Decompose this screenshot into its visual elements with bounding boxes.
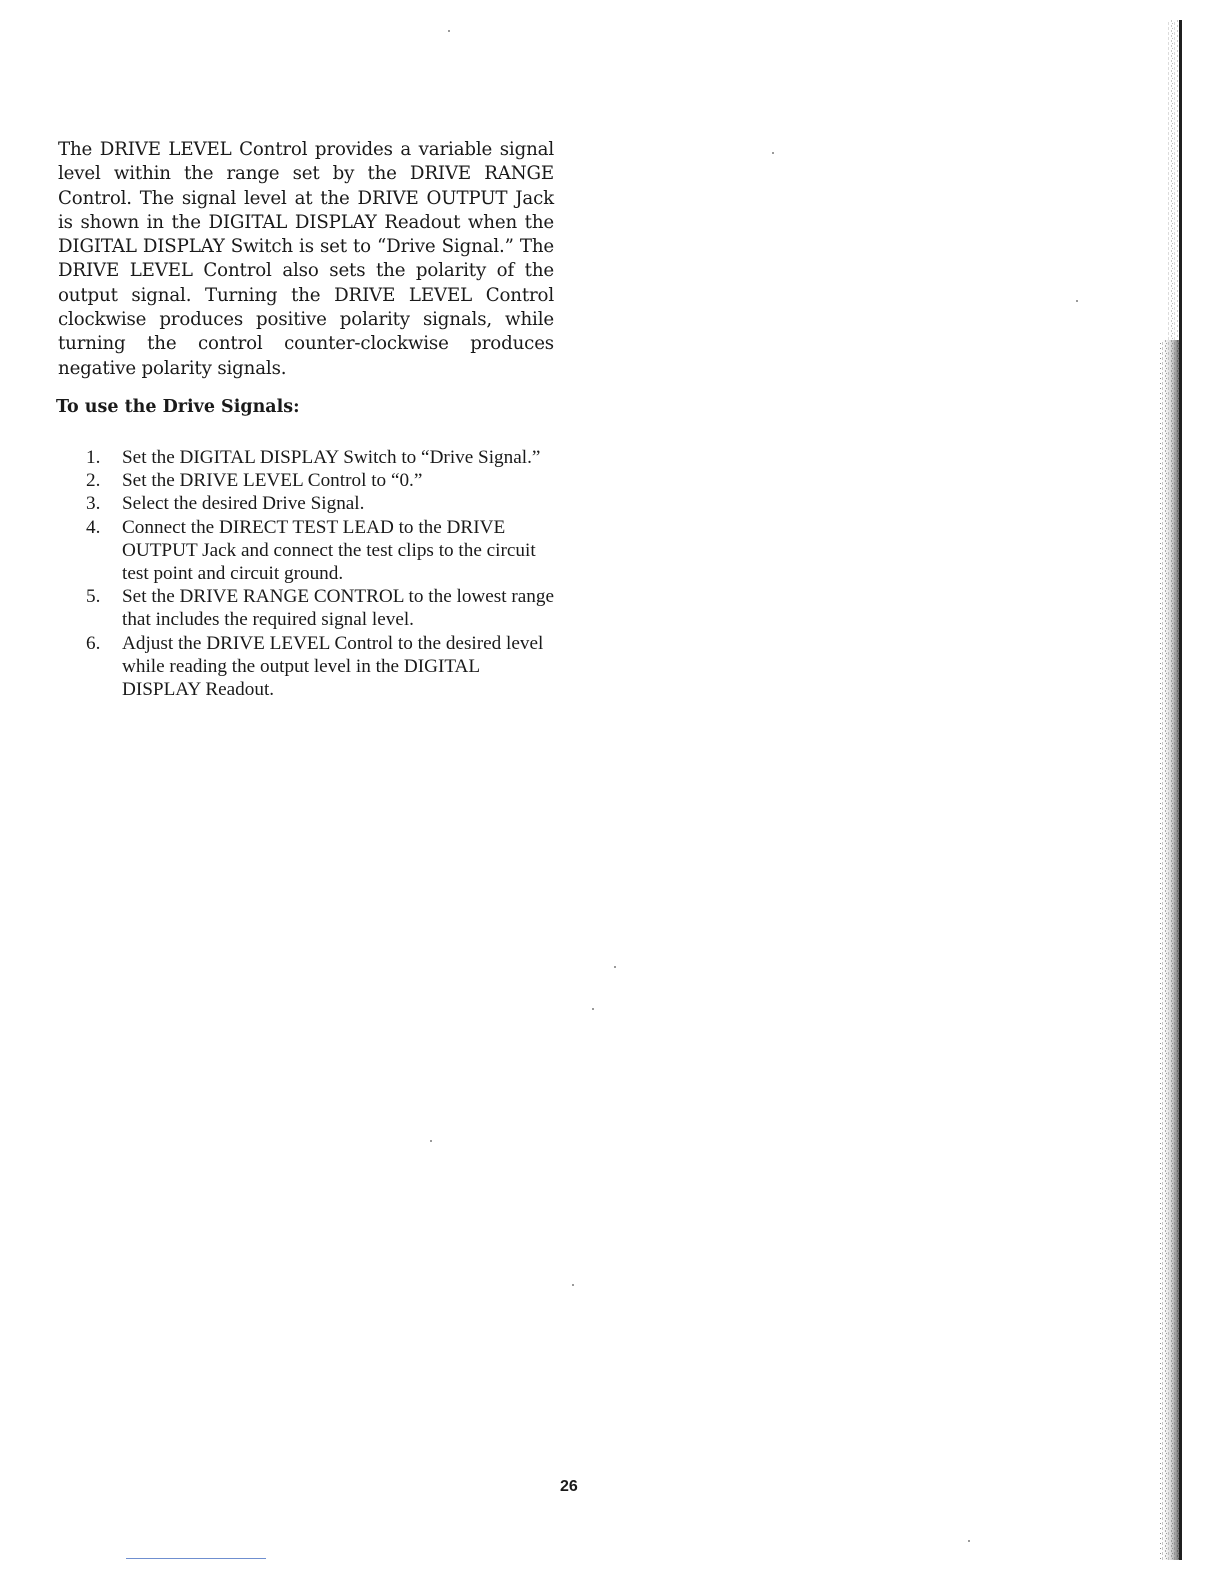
page-number: 26: [560, 1478, 578, 1495]
section-heading: To use the Drive Signals:: [56, 397, 300, 417]
step-text: Adjust the DRIVE LEVEL Control to the desired level while reading the output level in the DIGITAL DISPLAY Readout.: [122, 632, 544, 701]
step-number: 4.: [86, 516, 101, 538]
step-number: 2.: [86, 470, 101, 492]
scan-speck: [1076, 300, 1078, 302]
step-text: Set the DRIVE RANGE CONTROL to the lowest range that includes the required signal level.: [122, 586, 555, 631]
scan-speck: [572, 1284, 574, 1286]
step-text: Select the desired Drive Signal.: [122, 493, 365, 515]
list-item: [86, 446, 554, 469]
list-item: [86, 469, 554, 492]
list-item: [86, 492, 554, 515]
step-text: Connect the DIRECT TEST LEAD to the DRIVE OUTPUT Jack and connect the test clips to the circuit test point and circuit ground.: [122, 516, 536, 585]
scan-speck: [968, 1540, 970, 1542]
scan-speck: [772, 152, 774, 154]
step-text: Set the DIGITAL DISPLAY Switch to “Drive Signal.”: [122, 447, 541, 468]
scan-speck: [592, 1008, 594, 1010]
list-item: [86, 632, 554, 702]
scan-speck: [614, 966, 616, 968]
step-text: Set the DRIVE LEVEL Control to “0.”: [122, 470, 423, 492]
scan-speck: [430, 1140, 432, 1142]
step-number: 6.: [86, 632, 101, 654]
intro-paragraph: The DRIVE LEVEL Control provides a variable signal level within the range set by the DRIVE RANGE Control. The signal level at the DRIVE OUTPUT Jack is shown in the DIGITAL DISPLAY Readout when the DIGITAL DISPLAY Switch is set to “Drive Signal.” The DRIVE LEVEL Control also sets the polarity of the output signal. Turning the DRIVE LEVEL Control clockwise produces positive polarity signals, while turning the control counter-clockwise produces negative polarity signals.: [58, 139, 554, 379]
step-number: 5.: [86, 586, 101, 608]
steps-list: [86, 446, 554, 701]
scan-speck: [448, 30, 450, 32]
list-item: [86, 516, 554, 586]
step-number: 3.: [86, 493, 101, 515]
step-number: 1.: [86, 447, 101, 468]
list-item: [86, 585, 554, 631]
scan-binding-edge: [1146, 20, 1186, 1560]
scan-underline-mark: [126, 1558, 266, 1559]
